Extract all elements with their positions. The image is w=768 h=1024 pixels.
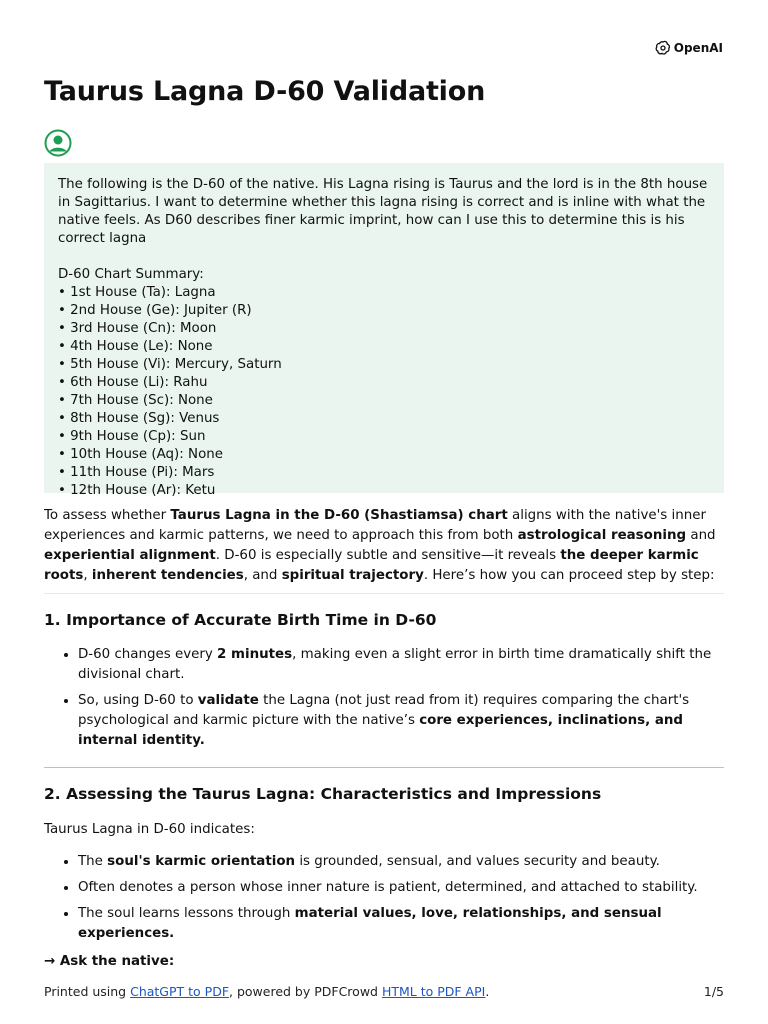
list-item: • So, using D-60 to validate the Lagna (not just read from it) requires comparing the chart's psychological and karmic picture with the native’s core experiences, inclinations, and internal identity.	[78, 691, 724, 751]
list-item: • Often denotes a person whose inner nature is patient, determined, and attached to stability.	[78, 878, 724, 898]
section-heading-1: 1. Importance of Accurate Birth Time in D-60	[44, 611, 437, 629]
section2-list	[44, 852, 724, 944]
divider	[44, 593, 724, 594]
list-item: • The soul's karmic orientation is grounded, sensual, and values security and beauty.	[78, 852, 724, 872]
user-prompt-box	[44, 163, 724, 498]
house-item: • 3rd House (Cn): Moon	[58, 321, 217, 336]
page-title: Taurus Lagna D-60 Validation	[44, 76, 486, 107]
house-item: • 11th House (Pi): Mars	[58, 465, 215, 480]
ask-native: → Ask the native:	[44, 954, 175, 969]
house-item: • 1st House (Ta): Lagna	[58, 285, 216, 300]
openai-brand	[655, 40, 723, 56]
house-item: • 7th House (Sc): None	[58, 393, 213, 408]
html-to-pdf-api-link[interactable]: HTML to PDF API	[381, 984, 486, 999]
section2-lead: Taurus Lagna in D-60 indicates:	[44, 822, 255, 837]
response-intro: To assess whether Taurus Lagna in the D-60 (Shastiamsa) chart aligns with the native's inner experiences and karmic patterns, we need to approach this from both astrological reasoning and experiential alignment. D-60 is especially subtle and sensitive—it reveals the deeper karmic roots, inherent tendencies, and spiritual trajectory. Here’s how you can proceed step by step:	[44, 508, 716, 583]
footer-credit: Printed using ChatGPT to PDF, powered by PDFCrowd HTML to PDF API.	[44, 984, 490, 999]
list-item: • The soul learns lessons through material values, love, relationships, and sensual experiences.	[78, 904, 724, 944]
page-footer	[44, 984, 724, 999]
house-item: • 12th House (Ar): Ketu	[58, 483, 216, 498]
divider	[44, 767, 724, 768]
house-item: • 9th House (Cp): Sun	[58, 429, 206, 444]
house-item: • 4th House (Le): None	[58, 339, 213, 354]
user-avatar-icon	[44, 129, 72, 157]
house-item: • 8th House (Sg): Venus	[58, 411, 220, 426]
assistant-response	[44, 506, 724, 972]
brand-name: OpenAI	[673, 41, 723, 55]
prompt-intro: The following is the D-60 of the native. His Lagna rising is Taurus and the lord is in the 8th house in Sagittarius. I want to determine whether this lagna rising is correct and is inline with what the native feels. As D60 describes finer karmic imprint, how can I use this to determine this is his correct lagna	[58, 177, 708, 246]
summary-title: D-60 Chart Summary:	[58, 267, 204, 282]
chatgpt-to-pdf-link[interactable]: ChatGPT to PDF	[130, 984, 230, 999]
page-number: 1/5	[703, 984, 724, 999]
house-item: • 2nd House (Ge): Jupiter (R)	[58, 303, 252, 318]
house-list	[58, 284, 710, 500]
house-item: • 10th House (Aq): None	[58, 447, 223, 462]
list-item: • D-60 changes every 2 minutes, making even a slight error in birth time dramatically shift the divisional chart.	[78, 645, 724, 685]
section-heading-2: 2. Assessing the Taurus Lagna: Characteristics and Impressions	[44, 785, 602, 803]
house-item: • 6th House (Li): Rahu	[58, 375, 208, 390]
house-item: • 5th House (Vi): Mercury, Saturn	[58, 357, 282, 372]
openai-logo-icon	[655, 40, 671, 56]
section1-list	[44, 645, 724, 751]
